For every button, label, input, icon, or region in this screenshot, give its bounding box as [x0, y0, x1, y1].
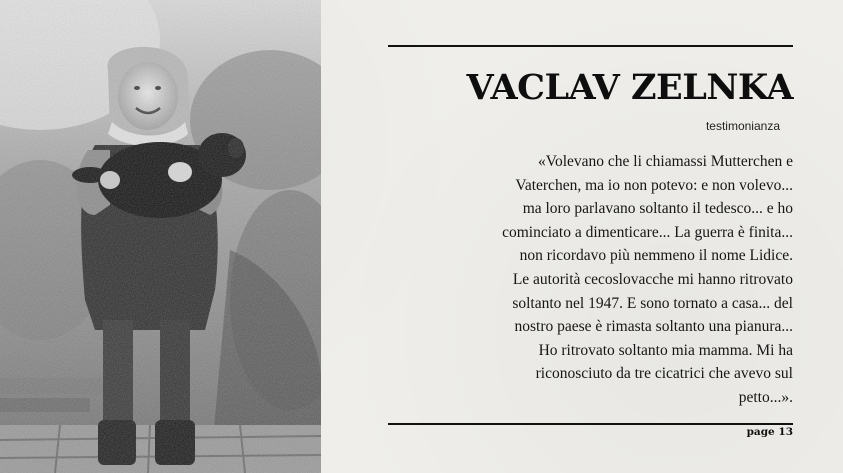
testimony-quote — [398, 150, 793, 410]
subtitle: testimonianza — [705, 119, 780, 133]
quote-line: soltanto nel 1947. E sono tornato a casa... del — [512, 294, 793, 312]
photo-illustration — [0, 0, 321, 473]
quote-line: cominciato a dimenticare... La guerra è finita... — [502, 223, 793, 241]
quote-line: petto...». — [738, 388, 793, 406]
quote-line: Ho ritrovato soltanto mia mamma. Mi ha — [538, 341, 793, 359]
quote-line: non ricordavo più nemmeno il nome Lidice. — [519, 247, 793, 265]
quote-line: ma loro parlavano soltanto il tedesco... e ho — [522, 200, 793, 218]
quote-line: Vaterchen, ma io non potevo: e non volevo... — [515, 176, 793, 194]
child-with-dog-photo — [0, 0, 321, 473]
page-title: VACLAV ZELNKA — [466, 67, 793, 108]
bottom-divider — [388, 423, 793, 425]
quote-line: «Volevano che li chiamassi Mutterchen e — [538, 153, 793, 170]
quote-line: Le autorità cecoslovacche mi hanno ritrovato — [512, 270, 793, 288]
quote-line: nostro paese è rimasta soltanto una pianura... — [514, 318, 793, 336]
quote-line: riconosciuto da tre cicatrici che avevo sul — [535, 365, 793, 383]
top-divider — [388, 45, 793, 47]
page-number: page 13 — [746, 426, 793, 438]
